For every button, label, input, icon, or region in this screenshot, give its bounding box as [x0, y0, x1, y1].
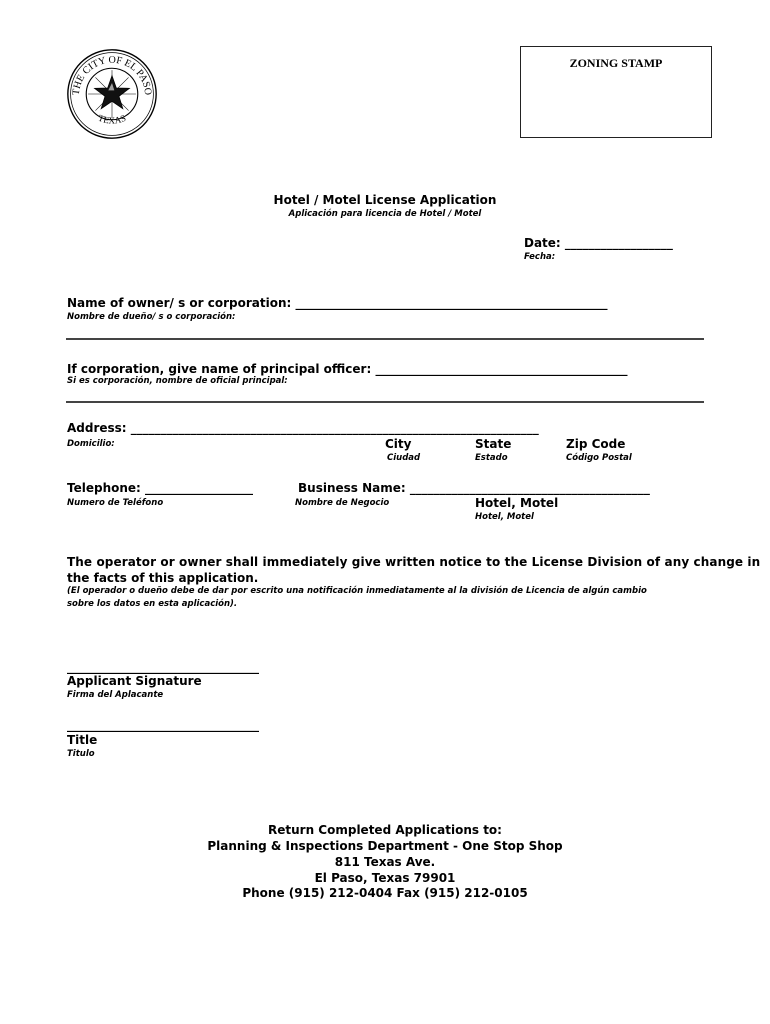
telephone-label: Telephone: — [67, 481, 141, 495]
date-field[interactable] — [524, 236, 673, 250]
telephone-label-spanish: Numero de Teléfono — [67, 498, 164, 508]
notice-spanish-line-2: sobre los datos en esta aplicación). — [67, 599, 238, 609]
zoning-stamp-box — [520, 46, 712, 138]
zip-label-spanish: Código Postal — [566, 453, 632, 463]
section-divider — [66, 338, 704, 340]
date-blank[interactable]: __________________ — [564, 236, 673, 250]
officer-label-spanish: Si es corporación, nombre de oficial principal: — [67, 376, 288, 386]
signature-label-spanish: Firma del Aplacante — [67, 690, 164, 700]
business-name-field[interactable] — [298, 481, 650, 495]
notice-spanish-line-1: (El operador o dueño debe de dar por escrito una notificación inmediatamente al la división de Licencia de algún cambio — [67, 586, 647, 596]
section-divider — [66, 401, 704, 403]
form-title: Hotel / Motel License Application — [273, 193, 497, 207]
signature-label: Applicant Signature — [67, 674, 202, 688]
title-field-label: Title — [67, 733, 98, 747]
owner-field[interactable] — [67, 296, 608, 310]
business-name-blank[interactable]: ________________________________________ — [409, 481, 650, 495]
address-field[interactable] — [67, 421, 539, 435]
return-phone-fax: Phone (915) 212-0404 Fax (915) 212-0105 — [242, 886, 528, 900]
address-label-spanish: Domicilio: — [67, 439, 115, 449]
return-city: El Paso, Texas 79901 — [314, 871, 456, 885]
notice-line-2: the facts of this application. — [67, 571, 259, 585]
business-name-label: Business Name: — [298, 481, 406, 495]
address-blank[interactable]: ____________________________________________________________________ — [130, 421, 539, 435]
title-blank[interactable]: ________________________________ — [67, 718, 259, 732]
officer-label: If corporation, give name of principal officer: — [67, 362, 372, 376]
city-label-spanish: Ciudad — [387, 453, 421, 463]
seal-bottom-text: TEXAS — [96, 112, 128, 126]
state-label-spanish: Estado — [475, 453, 508, 463]
form-title-spanish: Aplicación para licencia de Hotel / Motel — [288, 209, 482, 219]
date-label-spanish: Fecha: — [524, 252, 556, 262]
officer-blank[interactable]: __________________________________________ — [375, 362, 628, 376]
state-label: State — [475, 437, 512, 451]
city-seal-icon — [66, 48, 158, 140]
owner-blank[interactable]: ____________________________________________________ — [295, 296, 608, 310]
notice-line-1: The operator or owner shall immediately give written notice to the License Division of any change in — [67, 555, 761, 569]
city-label: City — [385, 437, 412, 451]
return-heading: Return Completed Applications to: — [268, 823, 502, 837]
owner-label: Name of owner/ s or corporation: — [67, 296, 292, 310]
officer-field[interactable] — [67, 362, 627, 376]
return-department: Planning & Inspections Department - One Stop Shop — [207, 839, 563, 853]
return-street: 811 Texas Ave. — [334, 855, 436, 869]
owner-label-spanish: Nombre de dueño/ s o corporación: — [67, 312, 236, 322]
signature-blank[interactable]: ________________________________ — [67, 660, 259, 674]
title-field-label-spanish: Titulo — [67, 749, 95, 759]
business-name-label-spanish: Nombre de Negocio — [295, 498, 390, 508]
address-label: Address: — [67, 421, 127, 435]
business-type-label: Hotel, Motel — [475, 496, 559, 510]
telephone-blank[interactable]: __________________ — [145, 481, 254, 495]
zoning-stamp-label: ZONING STAMP — [569, 56, 663, 70]
zip-label: Zip Code — [566, 437, 626, 451]
date-label: Date: — [524, 236, 561, 250]
business-type-label-spanish: Hotel, Motel — [475, 512, 534, 522]
telephone-field[interactable] — [67, 481, 253, 495]
seal-ring-text: THE CITY OF EL PASO — [70, 54, 154, 96]
